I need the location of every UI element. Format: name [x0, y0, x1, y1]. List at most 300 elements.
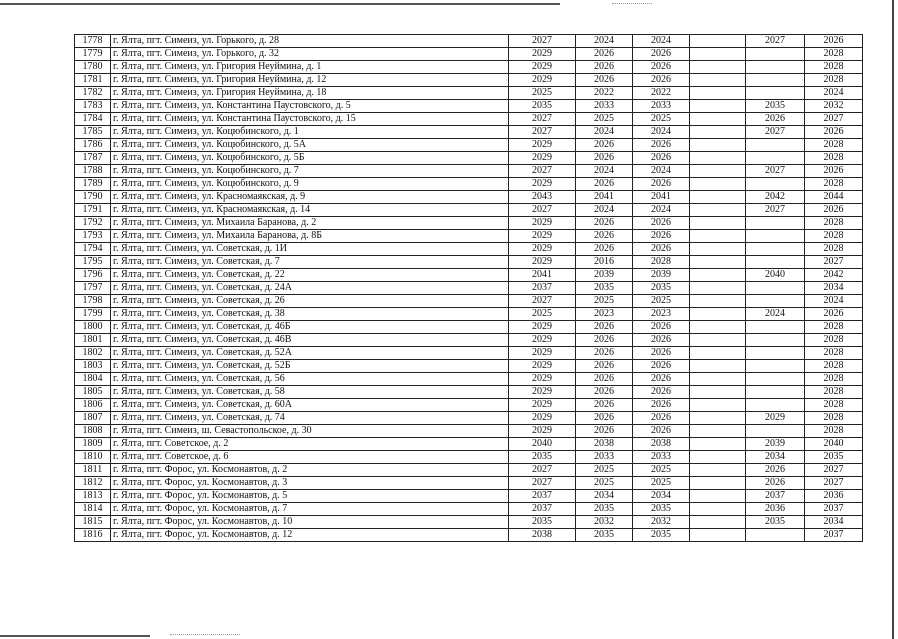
- year-col-5-cell: [746, 61, 805, 74]
- table-row: [75, 399, 863, 412]
- year-col-2-cell: 2025: [576, 464, 633, 477]
- year-col-3-cell: 2024: [633, 165, 690, 178]
- year-col-2-cell: 2026: [576, 243, 633, 256]
- year-col-4-cell: [690, 74, 746, 87]
- year-col-1-cell: 2027: [509, 204, 576, 217]
- address-cell: г. Ялта, пгт. Форос, ул. Космонавтов, д. 2: [111, 464, 509, 477]
- table-row: [75, 412, 863, 425]
- year-col-4-cell: [690, 516, 746, 529]
- year-col-5-cell: [746, 386, 805, 399]
- address-cell: г. Ялта, пгт. Симеиз, ул. Советская, д. 56: [111, 373, 509, 386]
- year-col-4-cell: [690, 503, 746, 516]
- year-col-1-cell: 2035: [509, 516, 576, 529]
- row-number-cell: 1788: [75, 165, 111, 178]
- year-col-5-cell: 2040: [746, 269, 805, 282]
- table-row: [75, 308, 863, 321]
- year-col-3-cell: 2026: [633, 48, 690, 61]
- year-col-1-cell: 2029: [509, 152, 576, 165]
- year-col-6-cell: 2026: [805, 308, 863, 321]
- scan-right-edge-line: [892, 0, 894, 639]
- year-col-3-cell: 2026: [633, 425, 690, 438]
- year-col-4-cell: [690, 61, 746, 74]
- registry-table-body: [75, 35, 863, 542]
- table-row: [75, 152, 863, 165]
- address-cell: г. Ялта, пгт. Симеиз, ул. Григория Неуймина, д. 18: [111, 87, 509, 100]
- year-col-3-cell: 2039: [633, 269, 690, 282]
- address-cell: г. Ялта, пгт. Симеиз, ул. Советская, д. 58: [111, 386, 509, 399]
- row-number-cell: 1796: [75, 269, 111, 282]
- year-col-4-cell: [690, 100, 746, 113]
- row-number-cell: 1812: [75, 477, 111, 490]
- year-col-4-cell: [690, 438, 746, 451]
- table-row: [75, 347, 863, 360]
- year-col-3-cell: 2025: [633, 464, 690, 477]
- table-row: [75, 113, 863, 126]
- year-col-2-cell: 2026: [576, 178, 633, 191]
- year-col-5-cell: [746, 178, 805, 191]
- year-col-3-cell: 2026: [633, 243, 690, 256]
- year-col-1-cell: 2029: [509, 61, 576, 74]
- year-col-3-cell: 2026: [633, 230, 690, 243]
- year-col-3-cell: 2033: [633, 100, 690, 113]
- year-col-2-cell: 2039: [576, 269, 633, 282]
- year-col-1-cell: 2027: [509, 35, 576, 48]
- row-number-cell: 1798: [75, 295, 111, 308]
- year-col-6-cell: 2026: [805, 165, 863, 178]
- year-col-4-cell: [690, 529, 746, 542]
- year-col-1-cell: 2037: [509, 282, 576, 295]
- year-col-1-cell: 2029: [509, 373, 576, 386]
- year-col-5-cell: [746, 321, 805, 334]
- year-col-3-cell: 2026: [633, 334, 690, 347]
- address-cell: г. Ялта, пгт. Симеиз, ул. Михаила Баранова, д. 2: [111, 217, 509, 230]
- scan-bottom-edge-line: [0, 635, 150, 637]
- year-col-4-cell: [690, 35, 746, 48]
- year-col-3-cell: 2026: [633, 347, 690, 360]
- year-col-6-cell: 2028: [805, 399, 863, 412]
- year-col-6-cell: 2028: [805, 48, 863, 61]
- year-col-1-cell: 2029: [509, 347, 576, 360]
- year-col-2-cell: 2026: [576, 321, 633, 334]
- table-row: [75, 425, 863, 438]
- year-col-1-cell: 2037: [509, 490, 576, 503]
- year-col-1-cell: 2029: [509, 399, 576, 412]
- year-col-3-cell: 2024: [633, 35, 690, 48]
- table-row: [75, 100, 863, 113]
- row-number-cell: 1783: [75, 100, 111, 113]
- year-col-1-cell: 2027: [509, 165, 576, 178]
- year-col-2-cell: 2024: [576, 204, 633, 217]
- year-col-6-cell: 2028: [805, 321, 863, 334]
- year-col-1-cell: 2027: [509, 126, 576, 139]
- year-col-6-cell: 2036: [805, 490, 863, 503]
- year-col-6-cell: 2027: [805, 256, 863, 269]
- year-col-4-cell: [690, 113, 746, 126]
- table-row: [75, 477, 863, 490]
- year-col-5-cell: 2027: [746, 165, 805, 178]
- year-col-3-cell: 2026: [633, 412, 690, 425]
- table-row: [75, 386, 863, 399]
- row-number-cell: 1789: [75, 178, 111, 191]
- year-col-2-cell: 2026: [576, 48, 633, 61]
- table-row: [75, 61, 863, 74]
- year-col-6-cell: 2028: [805, 347, 863, 360]
- year-col-4-cell: [690, 451, 746, 464]
- year-col-2-cell: 2026: [576, 230, 633, 243]
- row-number-cell: 1800: [75, 321, 111, 334]
- year-col-3-cell: 2032: [633, 516, 690, 529]
- year-col-2-cell: 2026: [576, 373, 633, 386]
- row-number-cell: 1803: [75, 360, 111, 373]
- year-col-3-cell: 2035: [633, 503, 690, 516]
- year-col-5-cell: [746, 230, 805, 243]
- year-col-2-cell: 2026: [576, 139, 633, 152]
- year-col-1-cell: 2035: [509, 451, 576, 464]
- year-col-1-cell: 2035: [509, 100, 576, 113]
- year-col-5-cell: [746, 243, 805, 256]
- year-col-1-cell: 2029: [509, 48, 576, 61]
- year-col-6-cell: 2024: [805, 295, 863, 308]
- year-col-3-cell: 2026: [633, 178, 690, 191]
- year-col-5-cell: 2042: [746, 191, 805, 204]
- year-col-3-cell: 2033: [633, 451, 690, 464]
- address-cell: г. Ялта, пгт. Симеиз, ул. Советская, д. 26: [111, 295, 509, 308]
- address-cell: г. Ялта, пгт. Советское, д. 2: [111, 438, 509, 451]
- year-col-4-cell: [690, 490, 746, 503]
- year-col-6-cell: 2026: [805, 204, 863, 217]
- address-cell: г. Ялта, пгт. Симеиз, ул. Советская, д. 46В: [111, 334, 509, 347]
- address-cell: г. Ялта, пгт. Симеиз, ул. Советская, д. 52А: [111, 347, 509, 360]
- address-cell: г. Ялта, пгт. Симеиз, ул. Красномаякская, д. 9: [111, 191, 509, 204]
- year-col-5-cell: 2026: [746, 477, 805, 490]
- address-cell: г. Ялта, пгт. Симеиз, ул. Советская, д. 60А: [111, 399, 509, 412]
- scan-top-edge-line: [0, 3, 560, 5]
- scan-top-edge-dots: [612, 3, 652, 5]
- year-col-6-cell: 2028: [805, 152, 863, 165]
- table-row: [75, 48, 863, 61]
- year-col-3-cell: 2026: [633, 399, 690, 412]
- address-cell: г. Ялта, пгт. Симеиз, ул. Григория Неуймина, д. 1: [111, 61, 509, 74]
- year-col-3-cell: 2025: [633, 113, 690, 126]
- year-col-2-cell: 2026: [576, 412, 633, 425]
- year-col-1-cell: 2029: [509, 178, 576, 191]
- address-cell: г. Ялта, пгт. Симеиз, ул. Константина Паустовского, д. 15: [111, 113, 509, 126]
- year-col-2-cell: 2026: [576, 386, 633, 399]
- year-col-4-cell: [690, 165, 746, 178]
- year-col-1-cell: 2029: [509, 230, 576, 243]
- year-col-1-cell: 2029: [509, 386, 576, 399]
- row-number-cell: 1805: [75, 386, 111, 399]
- table-row: [75, 373, 863, 386]
- year-col-6-cell: 2028: [805, 360, 863, 373]
- year-col-5-cell: 2024: [746, 308, 805, 321]
- year-col-6-cell: 2026: [805, 35, 863, 48]
- year-col-6-cell: 2028: [805, 373, 863, 386]
- year-col-3-cell: 2035: [633, 282, 690, 295]
- row-number-cell: 1801: [75, 334, 111, 347]
- year-col-4-cell: [690, 152, 746, 165]
- year-col-2-cell: 2032: [576, 516, 633, 529]
- year-col-1-cell: 2027: [509, 113, 576, 126]
- table-row: [75, 74, 863, 87]
- year-col-4-cell: [690, 386, 746, 399]
- year-col-1-cell: 2043: [509, 191, 576, 204]
- year-col-3-cell: 2024: [633, 204, 690, 217]
- row-number-cell: 1778: [75, 35, 111, 48]
- year-col-2-cell: 2035: [576, 282, 633, 295]
- table-row: [75, 334, 863, 347]
- year-col-5-cell: 2035: [746, 516, 805, 529]
- table-row: [75, 321, 863, 334]
- year-col-6-cell: 2028: [805, 412, 863, 425]
- year-col-5-cell: 2037: [746, 490, 805, 503]
- row-number-cell: 1808: [75, 425, 111, 438]
- year-col-6-cell: 2028: [805, 243, 863, 256]
- year-col-6-cell: 2028: [805, 178, 863, 191]
- year-col-2-cell: 2026: [576, 61, 633, 74]
- year-col-3-cell: 2035: [633, 529, 690, 542]
- table-row: [75, 516, 863, 529]
- year-col-4-cell: [690, 334, 746, 347]
- year-col-1-cell: 2029: [509, 425, 576, 438]
- year-col-5-cell: 2026: [746, 464, 805, 477]
- address-cell: г. Ялта, пгт. Форос, ул. Космонавтов, д. 12: [111, 529, 509, 542]
- year-col-3-cell: 2026: [633, 152, 690, 165]
- year-col-5-cell: [746, 347, 805, 360]
- year-col-3-cell: 2026: [633, 386, 690, 399]
- year-col-3-cell: 2026: [633, 74, 690, 87]
- table-row: [75, 217, 863, 230]
- year-col-2-cell: 2016: [576, 256, 633, 269]
- address-cell: г. Ялта, пгт. Симеиз, ул. Красномаякская, д. 14: [111, 204, 509, 217]
- address-cell: г. Ялта, пгт. Симеиз, ул. Советская, д. 52Б: [111, 360, 509, 373]
- year-col-6-cell: 2044: [805, 191, 863, 204]
- row-number-cell: 1804: [75, 373, 111, 386]
- year-col-2-cell: 2026: [576, 74, 633, 87]
- year-col-5-cell: 2036: [746, 503, 805, 516]
- address-cell: г. Ялта, пгт. Симеиз, ул. Советская, д. 1И: [111, 243, 509, 256]
- address-cell: г. Ялта, пгт. Симеиз, ул. Советская, д. 22: [111, 269, 509, 282]
- year-col-5-cell: [746, 48, 805, 61]
- year-col-3-cell: 2026: [633, 360, 690, 373]
- address-cell: г. Ялта, пгт. Форос, ул. Космонавтов, д. 7: [111, 503, 509, 516]
- year-col-6-cell: 2035: [805, 451, 863, 464]
- address-cell: г. Ялта, пгт. Симеиз, ул. Горького, д. 32: [111, 48, 509, 61]
- year-col-2-cell: 2035: [576, 503, 633, 516]
- table-row: [75, 204, 863, 217]
- row-number-cell: 1780: [75, 61, 111, 74]
- year-col-1-cell: 2027: [509, 295, 576, 308]
- building-registry-table: [74, 34, 863, 542]
- year-col-4-cell: [690, 126, 746, 139]
- row-number-cell: 1791: [75, 204, 111, 217]
- year-col-3-cell: 2022: [633, 87, 690, 100]
- year-col-2-cell: 2033: [576, 451, 633, 464]
- row-number-cell: 1782: [75, 87, 111, 100]
- year-col-5-cell: [746, 399, 805, 412]
- year-col-5-cell: 2027: [746, 126, 805, 139]
- year-col-2-cell: 2022: [576, 87, 633, 100]
- year-col-6-cell: 2028: [805, 61, 863, 74]
- year-col-1-cell: 2029: [509, 139, 576, 152]
- year-col-2-cell: 2026: [576, 425, 633, 438]
- year-col-3-cell: 2026: [633, 217, 690, 230]
- table-row: [75, 87, 863, 100]
- address-cell: г. Ялта, пгт. Форос, ул. Космонавтов, д. 3: [111, 477, 509, 490]
- year-col-5-cell: [746, 529, 805, 542]
- row-number-cell: 1810: [75, 451, 111, 464]
- year-col-5-cell: [746, 74, 805, 87]
- year-col-2-cell: 2024: [576, 165, 633, 178]
- table-row: [75, 503, 863, 516]
- address-cell: г. Ялта, пгт. Симеиз, ул. Коцюбинского, д. 5А: [111, 139, 509, 152]
- year-col-6-cell: 2040: [805, 438, 863, 451]
- year-col-6-cell: 2042: [805, 269, 863, 282]
- address-cell: г. Ялта, пгт. Советское, д. 6: [111, 451, 509, 464]
- year-col-5-cell: [746, 334, 805, 347]
- year-col-4-cell: [690, 412, 746, 425]
- year-col-4-cell: [690, 269, 746, 282]
- row-number-cell: 1809: [75, 438, 111, 451]
- year-col-6-cell: 2028: [805, 74, 863, 87]
- year-col-5-cell: 2035: [746, 100, 805, 113]
- year-col-4-cell: [690, 295, 746, 308]
- year-col-2-cell: 2025: [576, 477, 633, 490]
- row-number-cell: 1786: [75, 139, 111, 152]
- year-col-1-cell: 2029: [509, 360, 576, 373]
- year-col-6-cell: 2037: [805, 503, 863, 516]
- year-col-1-cell: 2038: [509, 529, 576, 542]
- year-col-2-cell: 2026: [576, 152, 633, 165]
- year-col-5-cell: [746, 295, 805, 308]
- address-cell: г. Ялта, пгт. Симеиз, ул. Советская, д. 38: [111, 308, 509, 321]
- address-cell: г. Ялта, пгт. Форос, ул. Космонавтов, д. 5: [111, 490, 509, 503]
- year-col-6-cell: 2028: [805, 386, 863, 399]
- year-col-6-cell: 2026: [805, 126, 863, 139]
- year-col-3-cell: 2026: [633, 139, 690, 152]
- year-col-6-cell: 2032: [805, 100, 863, 113]
- table-row: [75, 35, 863, 48]
- year-col-3-cell: 2025: [633, 477, 690, 490]
- table-row: [75, 451, 863, 464]
- table-row: [75, 165, 863, 178]
- year-col-3-cell: 2025: [633, 295, 690, 308]
- year-col-2-cell: 2038: [576, 438, 633, 451]
- address-cell: г. Ялта, пгт. Симеиз, ул. Константина Паустовского, д. 5: [111, 100, 509, 113]
- address-cell: г. Ялта, пгт. Симеиз, ул. Коцюбинского, д. 5Б: [111, 152, 509, 165]
- year-col-5-cell: 2026: [746, 113, 805, 126]
- row-number-cell: 1802: [75, 347, 111, 360]
- year-col-6-cell: 2028: [805, 139, 863, 152]
- year-col-5-cell: [746, 152, 805, 165]
- year-col-5-cell: 2027: [746, 35, 805, 48]
- year-col-4-cell: [690, 48, 746, 61]
- year-col-1-cell: 2029: [509, 321, 576, 334]
- year-col-5-cell: [746, 373, 805, 386]
- year-col-2-cell: 2024: [576, 126, 633, 139]
- address-cell: г. Ялта, пгт. Симеиз, ул. Горького, д. 28: [111, 35, 509, 48]
- address-cell: г. Ялта, пгт. Симеиз, ул. Советская, д. 24А: [111, 282, 509, 295]
- table-row: [75, 529, 863, 542]
- year-col-1-cell: 2025: [509, 308, 576, 321]
- year-col-5-cell: 2034: [746, 451, 805, 464]
- table-row: [75, 230, 863, 243]
- address-cell: г. Ялта, пгт. Симеиз, ул. Коцюбинского, д. 1: [111, 126, 509, 139]
- year-col-2-cell: 2035: [576, 529, 633, 542]
- row-number-cell: 1779: [75, 48, 111, 61]
- year-col-2-cell: 2026: [576, 360, 633, 373]
- year-col-4-cell: [690, 217, 746, 230]
- table-row: [75, 243, 863, 256]
- year-col-6-cell: 2034: [805, 282, 863, 295]
- row-number-cell: 1799: [75, 308, 111, 321]
- year-col-2-cell: 2041: [576, 191, 633, 204]
- table-row: [75, 269, 863, 282]
- table-row: [75, 438, 863, 451]
- year-col-6-cell: 2027: [805, 464, 863, 477]
- address-cell: г. Ялта, пгт. Симеиз, ул. Михаила Баранова, д. 8Б: [111, 230, 509, 243]
- year-col-1-cell: 2040: [509, 438, 576, 451]
- year-col-1-cell: 2027: [509, 464, 576, 477]
- address-cell: г. Ялта, пгт. Симеиз, ул. Григория Неуймина, д. 12: [111, 74, 509, 87]
- year-col-2-cell: 2024: [576, 35, 633, 48]
- year-col-1-cell: 2025: [509, 87, 576, 100]
- year-col-5-cell: [746, 425, 805, 438]
- row-number-cell: 1814: [75, 503, 111, 516]
- row-number-cell: 1806: [75, 399, 111, 412]
- year-col-4-cell: [690, 347, 746, 360]
- year-col-2-cell: 2026: [576, 217, 633, 230]
- year-col-6-cell: 2037: [805, 529, 863, 542]
- year-col-2-cell: 2033: [576, 100, 633, 113]
- year-col-2-cell: 2026: [576, 334, 633, 347]
- table-row: [75, 256, 863, 269]
- year-col-4-cell: [690, 191, 746, 204]
- row-number-cell: 1815: [75, 516, 111, 529]
- row-number-cell: 1785: [75, 126, 111, 139]
- year-col-6-cell: 2028: [805, 217, 863, 230]
- year-col-6-cell: 2028: [805, 425, 863, 438]
- year-col-1-cell: 2041: [509, 269, 576, 282]
- year-col-1-cell: 2027: [509, 477, 576, 490]
- address-cell: г. Ялта, пгт. Симеиз, ул. Советская, д. 74: [111, 412, 509, 425]
- row-number-cell: 1811: [75, 464, 111, 477]
- year-col-3-cell: 2038: [633, 438, 690, 451]
- row-number-cell: 1795: [75, 256, 111, 269]
- year-col-2-cell: 2034: [576, 490, 633, 503]
- year-col-3-cell: 2026: [633, 61, 690, 74]
- row-number-cell: 1794: [75, 243, 111, 256]
- year-col-4-cell: [690, 425, 746, 438]
- year-col-4-cell: [690, 282, 746, 295]
- year-col-5-cell: 2029: [746, 412, 805, 425]
- year-col-4-cell: [690, 178, 746, 191]
- year-col-2-cell: 2025: [576, 113, 633, 126]
- row-number-cell: 1813: [75, 490, 111, 503]
- year-col-1-cell: 2037: [509, 503, 576, 516]
- row-number-cell: 1784: [75, 113, 111, 126]
- year-col-4-cell: [690, 243, 746, 256]
- year-col-1-cell: 2029: [509, 256, 576, 269]
- year-col-2-cell: 2026: [576, 347, 633, 360]
- year-col-6-cell: 2027: [805, 113, 863, 126]
- year-col-5-cell: [746, 282, 805, 295]
- year-col-1-cell: 2029: [509, 243, 576, 256]
- year-col-4-cell: [690, 256, 746, 269]
- year-col-3-cell: 2034: [633, 490, 690, 503]
- year-col-4-cell: [690, 87, 746, 100]
- year-col-4-cell: [690, 308, 746, 321]
